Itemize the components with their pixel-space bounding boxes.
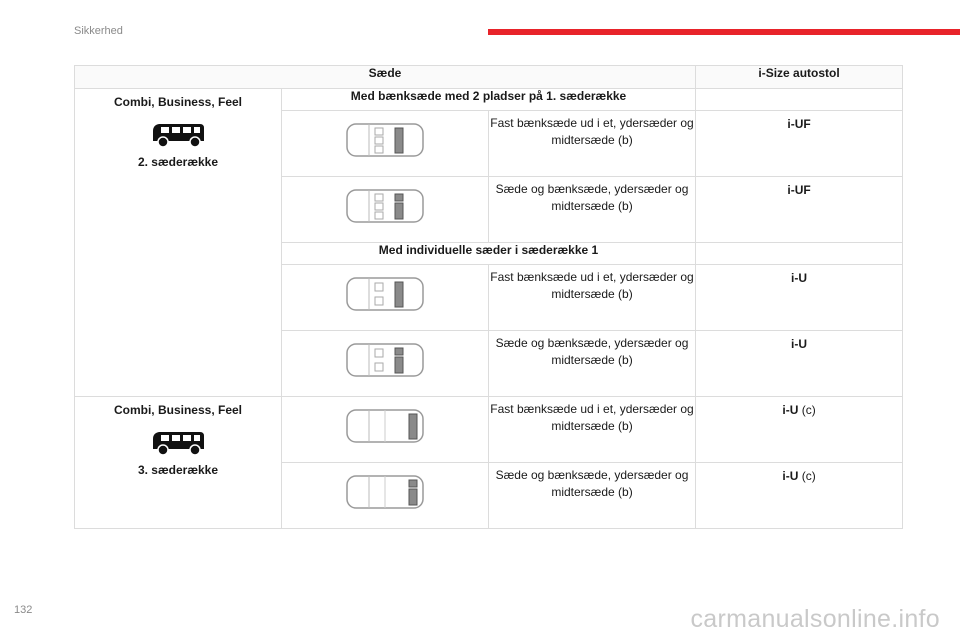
seat-description: Fast bænksæde ud i et, ydersæder og midtersæde (b) [489,111,696,177]
row-label: 3. sæderække [137,463,219,477]
child-seat-table [74,65,903,529]
seat-description: Sæde og bænksæde, ydersæder og midtersæde (b) [489,177,696,243]
seat-description: Sæde og bænksæde, ydersæder og midtersæde (b) [489,463,696,529]
rating-note: (c) [798,469,816,483]
page-number: 132 [14,604,33,616]
table-row [75,397,903,463]
seat-plan-cell [282,397,489,463]
rating-value: i-UF [787,117,811,131]
empty-cell [696,89,903,111]
seat-plan-icon [345,186,425,226]
seat-plan-cell [282,331,489,397]
group-3rd-row [75,397,282,529]
seat-description: Fast bænksæde ud i et, ydersæder og midtersæde (b) [489,397,696,463]
seat-plan-cell [282,463,489,529]
rating-value: i-UF [787,183,811,197]
seat-plan-cell [282,177,489,243]
versions-label: Combi, Business, Feel [113,403,243,417]
subsection-title: Med bænksæde med 2 pladser på 1. sæderække [282,89,696,111]
subsection-title: Med individuelle sæder i sæderække 1 [282,243,696,265]
van-side-icon [150,427,206,457]
seat-plan-icon [345,472,425,512]
isize-rating [696,111,903,177]
header-accent-bar [488,29,960,35]
isize-rating [696,397,903,463]
versions-label: Combi, Business, Feel [113,95,243,109]
table-header-row [75,66,903,89]
isize-rating [696,265,903,331]
section-title: Sikkerhed [74,25,123,37]
rating-value: i-U [782,403,799,417]
subsection-row [75,89,903,111]
seat-plan-cell [282,111,489,177]
rating-note: (c) [798,403,816,417]
seat-plan-cell [282,265,489,331]
watermark: carmanualsonline.info [690,605,940,633]
isize-rating [696,331,903,397]
van-side-icon [150,119,206,149]
group-2nd-row [75,89,282,397]
rating-value: i-U [791,337,808,351]
rating-value: i-U [782,469,799,483]
seat-description: Sæde og bænksæde, ydersæder og midtersæde (b) [489,331,696,397]
rating-value: i-U [791,271,808,285]
header-seat: Sæde [75,66,696,89]
seat-plan-icon [345,120,425,160]
header-isize: i-Size autostol [696,66,903,89]
seat-plan-icon [345,406,425,446]
seat-description: Fast bænksæde ud i et, ydersæder og midtersæde (b) [489,265,696,331]
isize-rating [696,177,903,243]
empty-cell [696,243,903,265]
isize-rating [696,463,903,529]
seat-plan-icon [345,274,425,314]
seat-plan-icon [345,340,425,380]
row-label: 2. sæderække [137,155,219,169]
